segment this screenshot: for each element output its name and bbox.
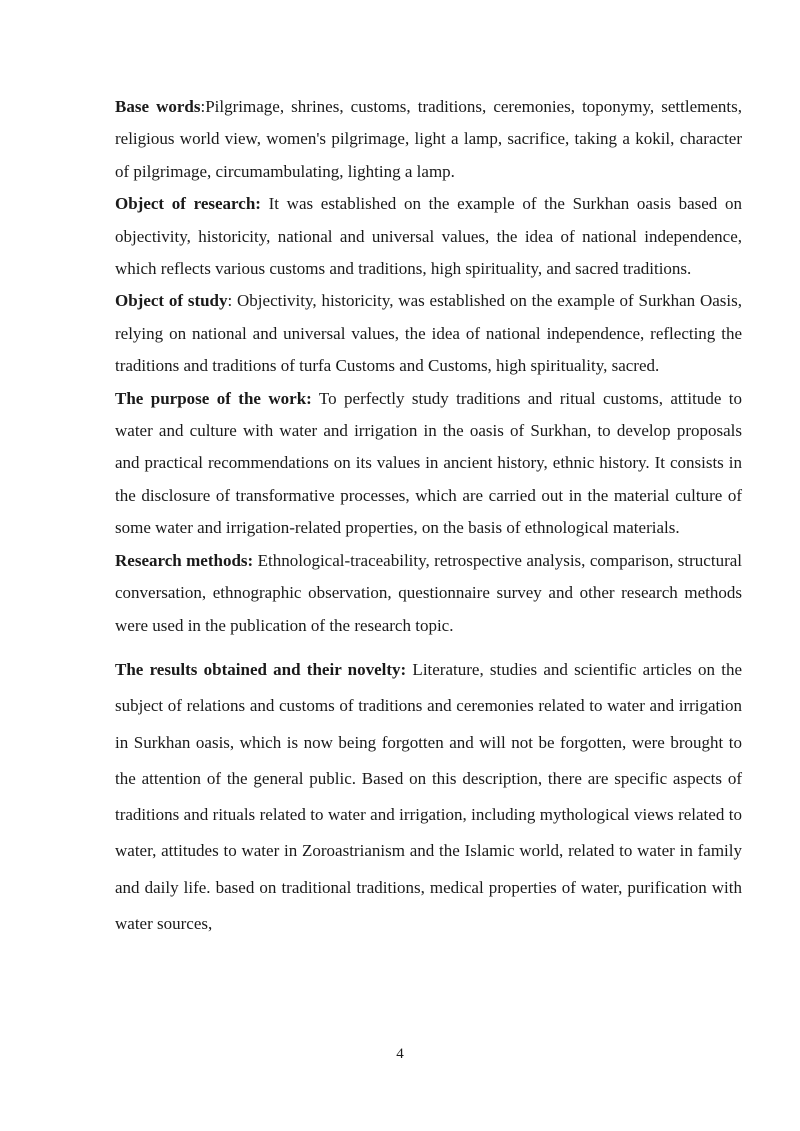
paragraph-label: Object of research: [115, 194, 261, 214]
paragraph-label: Base words [115, 97, 201, 116]
object-of-study-paragraph [115, 285, 742, 382]
paragraph-text: Literature, studies and scientific articles on the subject of relations and customs of traditions and ceremonies related to water and irrigation in Surkhan oasis, which is now being forgotten and will not be forgotten, were brought to the attention of the general public. Based on this description, there are specific aspects of traditions and rituals related to water and irrigation, including mythological views related to water, attitudes to water in Zoroastrianism and the Islamic world, related to water in family and daily life. based on traditional traditions, medical properties of water, purification with water sources, [115, 659, 742, 933]
paragraph-label: The results obtained and their novelty: [115, 659, 407, 679]
paragraph-text: It was established on the example of the Surkhan oasis based on objectivity, historicity, national and universal values, the idea of national independence, which reflects various customs and traditions, high spirituality, and sacred traditions. [115, 194, 742, 279]
page-body [115, 91, 742, 942]
object-of-research-paragraph [115, 188, 742, 285]
paragraph-label: Research methods: [115, 550, 254, 570]
paragraph-text: Ethnological-traceability, retrospective analysis, comparison, structural conversation, ethnographic observation, questionnaire survey and other research methods were used in the publication of the research topic. [115, 550, 743, 635]
paragraph-text: : Objectivity, historicity, was established on the example of Surkhan Oasis, relying on national and universal values, the idea of national independence, reflecting the traditions and traditions of turfa Customs and Customs, high spirituality, sacred. [115, 291, 742, 376]
research-methods-paragraph [115, 545, 742, 642]
paragraph-label: Object of study [115, 291, 228, 311]
page-number: 4 [396, 1046, 404, 1062]
paragraph-label: The purpose of the work: [115, 388, 312, 408]
base-words-paragraph [115, 91, 742, 188]
paragraph-text: :Pilgrimage, shrines, customs, traditions, ceremonies, toponymy, settlements, religious world view, women's pilgrimage, light a lamp, sacrifice, taking a kokil, character of pilgrimage, circumambulating, lighting a lamp. [115, 97, 742, 181]
paragraph-text: To perfectly study traditions and ritual customs, attitude to water and culture with water and irrigation in the oasis of Surkhan, to develop proposals and practical recommendations on its values in ancient history, ethnic history. It consists in the disclosure of transformative processes, which are carried out in the material culture of some water and irrigation-related properties, on the basis of ethnological materials. [115, 388, 742, 538]
purpose-of-work-paragraph [115, 383, 742, 545]
results-and-novelty-paragraph [115, 652, 742, 942]
